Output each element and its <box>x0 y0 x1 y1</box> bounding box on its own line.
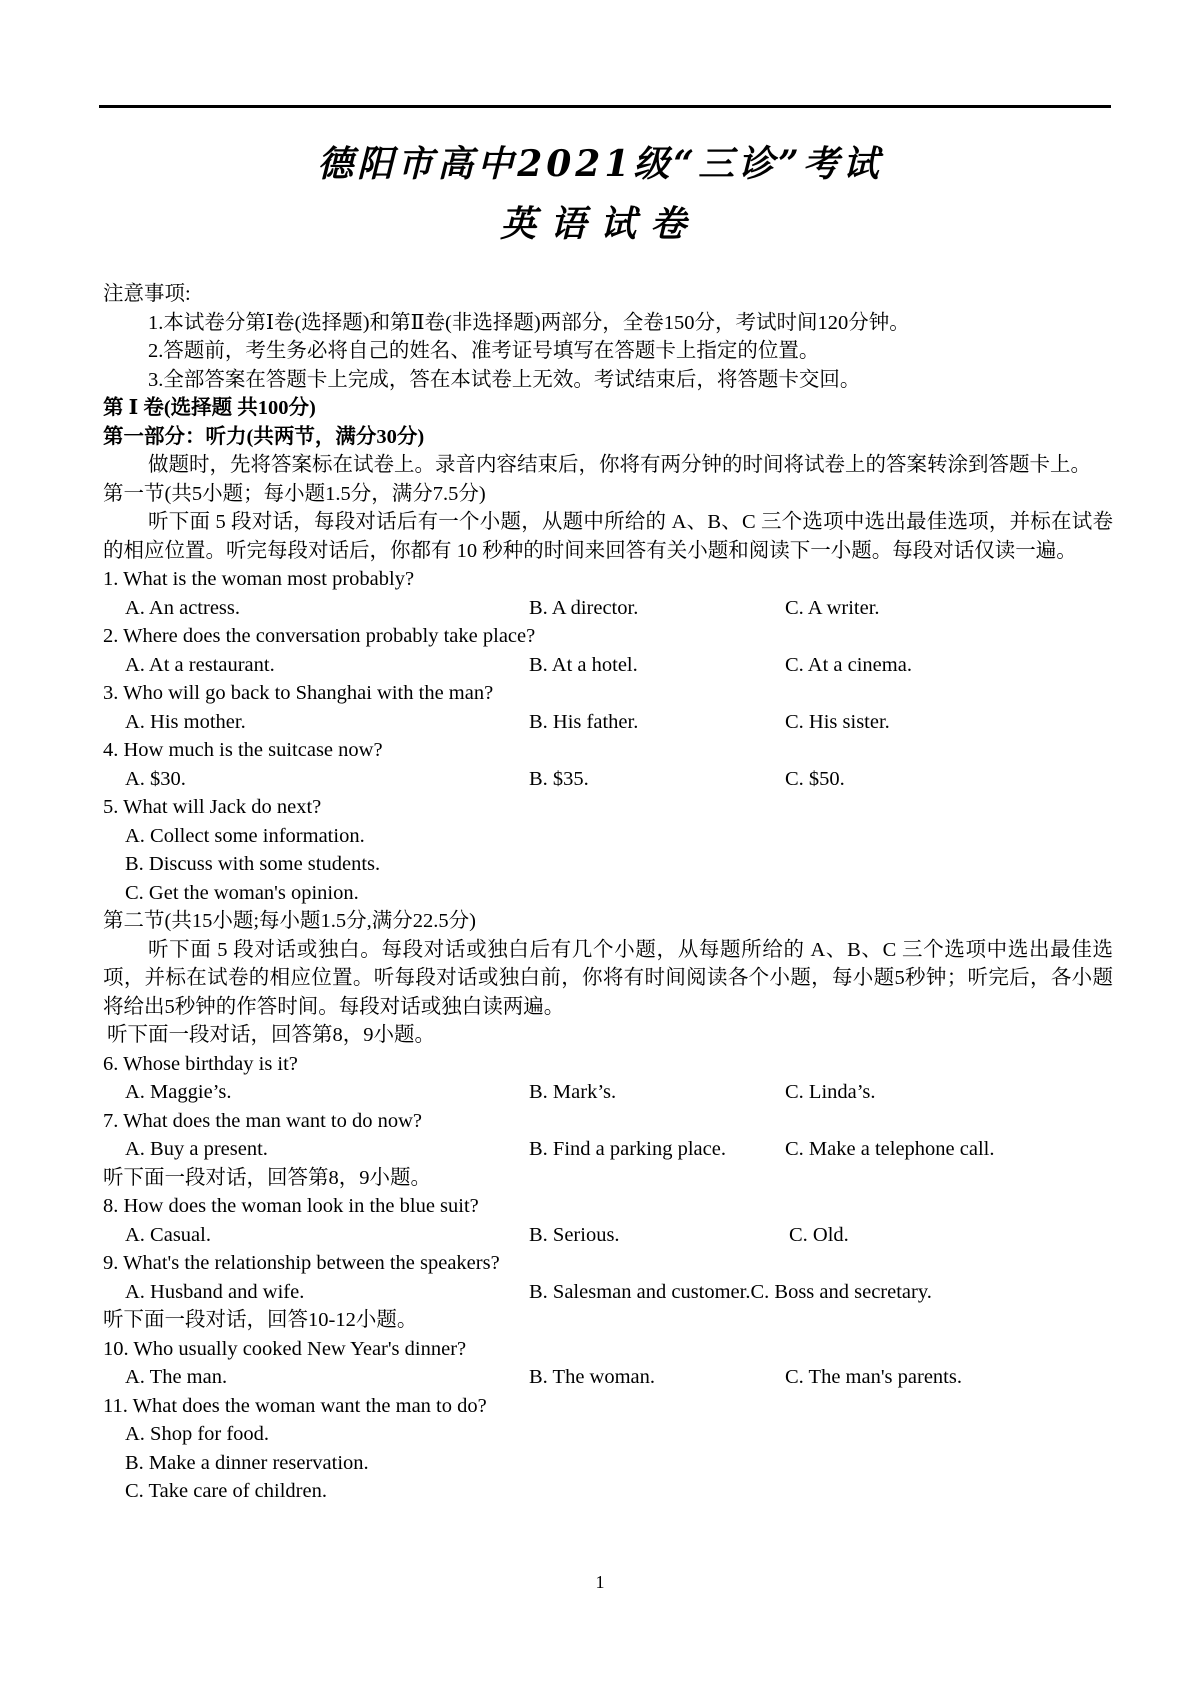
question-9: 9. What's the relationship between the speakers? <box>103 1252 500 1274</box>
section1-intro: 听下面 5 段对话，每段对话后有一个小题，从题中所给的 A、B、C 三个选项中选出最佳选项，并标在试卷的相应位置。听完每段对话后，你都有 10 秒种的时间来回答有关小题和阅读下一小题。每段对话仅读一遍。 <box>103 511 1113 562</box>
question-1: 1. What is the woman most probably? <box>103 568 415 590</box>
option-c: C. Take care of children. <box>125 1480 327 1502</box>
part1-intro: 做题时，先将答案标在试卷上。录音内容结束后，你将有两分钟的时间将试卷上的答案转涂到答题卡上。 <box>148 454 1091 476</box>
option-c: C. The man's parents. <box>785 1366 962 1388</box>
section2-heading: 第二节(共15小题;每小题1.5分,满分22.5分) <box>103 910 476 932</box>
options-4 <box>103 765 1113 794</box>
option-a: A. At a restaurant. <box>125 653 275 676</box>
option-c: C. Make a telephone call. <box>785 1138 995 1160</box>
option-c: C. His sister. <box>785 710 890 733</box>
option-a: A. Maggie’s. <box>125 1081 232 1103</box>
option-a: A. Buy a present. <box>125 1138 268 1160</box>
option-c: C. At a cinema. <box>785 653 912 676</box>
dialogue-prompt: 听下面一段对话，回答第8，9小题。 <box>107 1024 435 1046</box>
options-10 <box>103 1363 1113 1392</box>
notice-item: 3.全部答案在答题卡上完成，答在本试卷上无效。考试结束后，将答题卡交回。 <box>148 368 861 391</box>
question-7: 7. What does the man want to do now? <box>103 1109 423 1132</box>
question-5: 5. What will Jack do next? <box>103 796 322 818</box>
question-2: 2. Where does the conversation probably take place? <box>103 625 536 647</box>
option-b: B. Discuss with some students. <box>125 853 381 875</box>
notice-item: 1.本试卷分第Ⅰ卷(选择题)和第Ⅱ卷(非选择题)两部分，全卷150分，考试时间120分钟。 <box>148 311 910 334</box>
options-1 <box>103 594 1113 623</box>
options-2 <box>103 651 1113 680</box>
option-b: B. A director. <box>529 596 639 619</box>
question-8: 8. How does the woman look in the blue suit? <box>103 1195 479 1217</box>
option-b: B. The woman. <box>529 1366 656 1388</box>
option-b: B. Make a dinner reservation. <box>125 1451 369 1474</box>
option-a: A. Shop for food. <box>125 1423 270 1445</box>
dialogue-prompt: 听下面一段对话，回答10-12小题。 <box>103 1309 418 1331</box>
exam-content <box>103 280 1113 1506</box>
option-c: C. Old. <box>789 1223 849 1246</box>
notice-heading: 注意事项: <box>103 283 191 305</box>
option-a: A. $30. <box>125 767 186 790</box>
volume-heading: 第 Ⅰ 卷(选择题 共100分) <box>103 397 316 419</box>
options-3 <box>103 708 1113 737</box>
option-c: C. A writer. <box>785 596 880 619</box>
options-8 <box>103 1221 1113 1250</box>
option-c: C. Linda’s. <box>785 1081 876 1103</box>
exam-subtitle: 英语试卷 <box>499 203 700 245</box>
notice-item: 2.答题前，考生务必将自己的姓名、准考证号填写在答题卡上指定的位置。 <box>148 340 820 362</box>
question-3: 3. Who will go back to Shanghai with the man? <box>103 682 494 704</box>
option-a: A. His mother. <box>125 710 246 733</box>
question-11: 11. What does the woman want the man to do? <box>103 1394 487 1417</box>
option-a: A. Collect some information. <box>125 824 365 847</box>
option-c: C. $50. <box>785 767 845 790</box>
option-a: A. Casual. <box>125 1223 211 1246</box>
option-c: C. Get the woman's opinion. <box>125 881 359 904</box>
section2-intro: 听下面 5 段对话或独白。每段对话或独白后有几个小题，从每题所给的 A、B、C 三个选项中选出最佳选项，并标在试卷的相应位置。听每段对话或独白前，你将有时间阅读各个小题，每小题5秒钟；听完后，各小题将给出5秒钟的作答时间。每段对话或独白读两遍。 <box>103 938 1113 1018</box>
options-9 <box>103 1278 1113 1307</box>
options-6 <box>103 1078 1113 1107</box>
question-6: 6. Whose birthday is it? <box>103 1052 298 1075</box>
option-a: A. The man. <box>125 1366 228 1388</box>
dialogue-prompt: 听下面一段对话，回答第8，9小题。 <box>103 1166 431 1189</box>
options-7 <box>103 1135 1113 1164</box>
option-a: A. An actress. <box>125 596 241 619</box>
header-rule <box>99 105 1111 108</box>
option-b-c: B. Salesman and customer.C. Boss and secretary. <box>529 1280 932 1303</box>
option-b: B. Mark’s. <box>529 1081 617 1103</box>
exam-title: 德阳市高中2021级“三诊”考试 <box>317 143 883 185</box>
option-b: B. Serious. <box>529 1223 620 1246</box>
option-b: B. Find a parking place. <box>529 1138 726 1160</box>
part1-heading: 第一部分：听力(共两节，满分30分) <box>103 425 425 448</box>
option-b: B. $35. <box>529 767 589 790</box>
page-number: 1 <box>595 1572 605 1592</box>
option-b: B. At a hotel. <box>529 653 638 676</box>
question-4: 4. How much is the suitcase now? <box>103 739 383 761</box>
section1-heading: 第一节(共5小题；每小题1.5分，满分7.5分) <box>103 482 486 505</box>
option-a: A. Husband and wife. <box>125 1280 305 1303</box>
question-10: 10. Who usually cooked New Year's dinner? <box>103 1337 467 1360</box>
option-b: B. His father. <box>529 710 639 733</box>
